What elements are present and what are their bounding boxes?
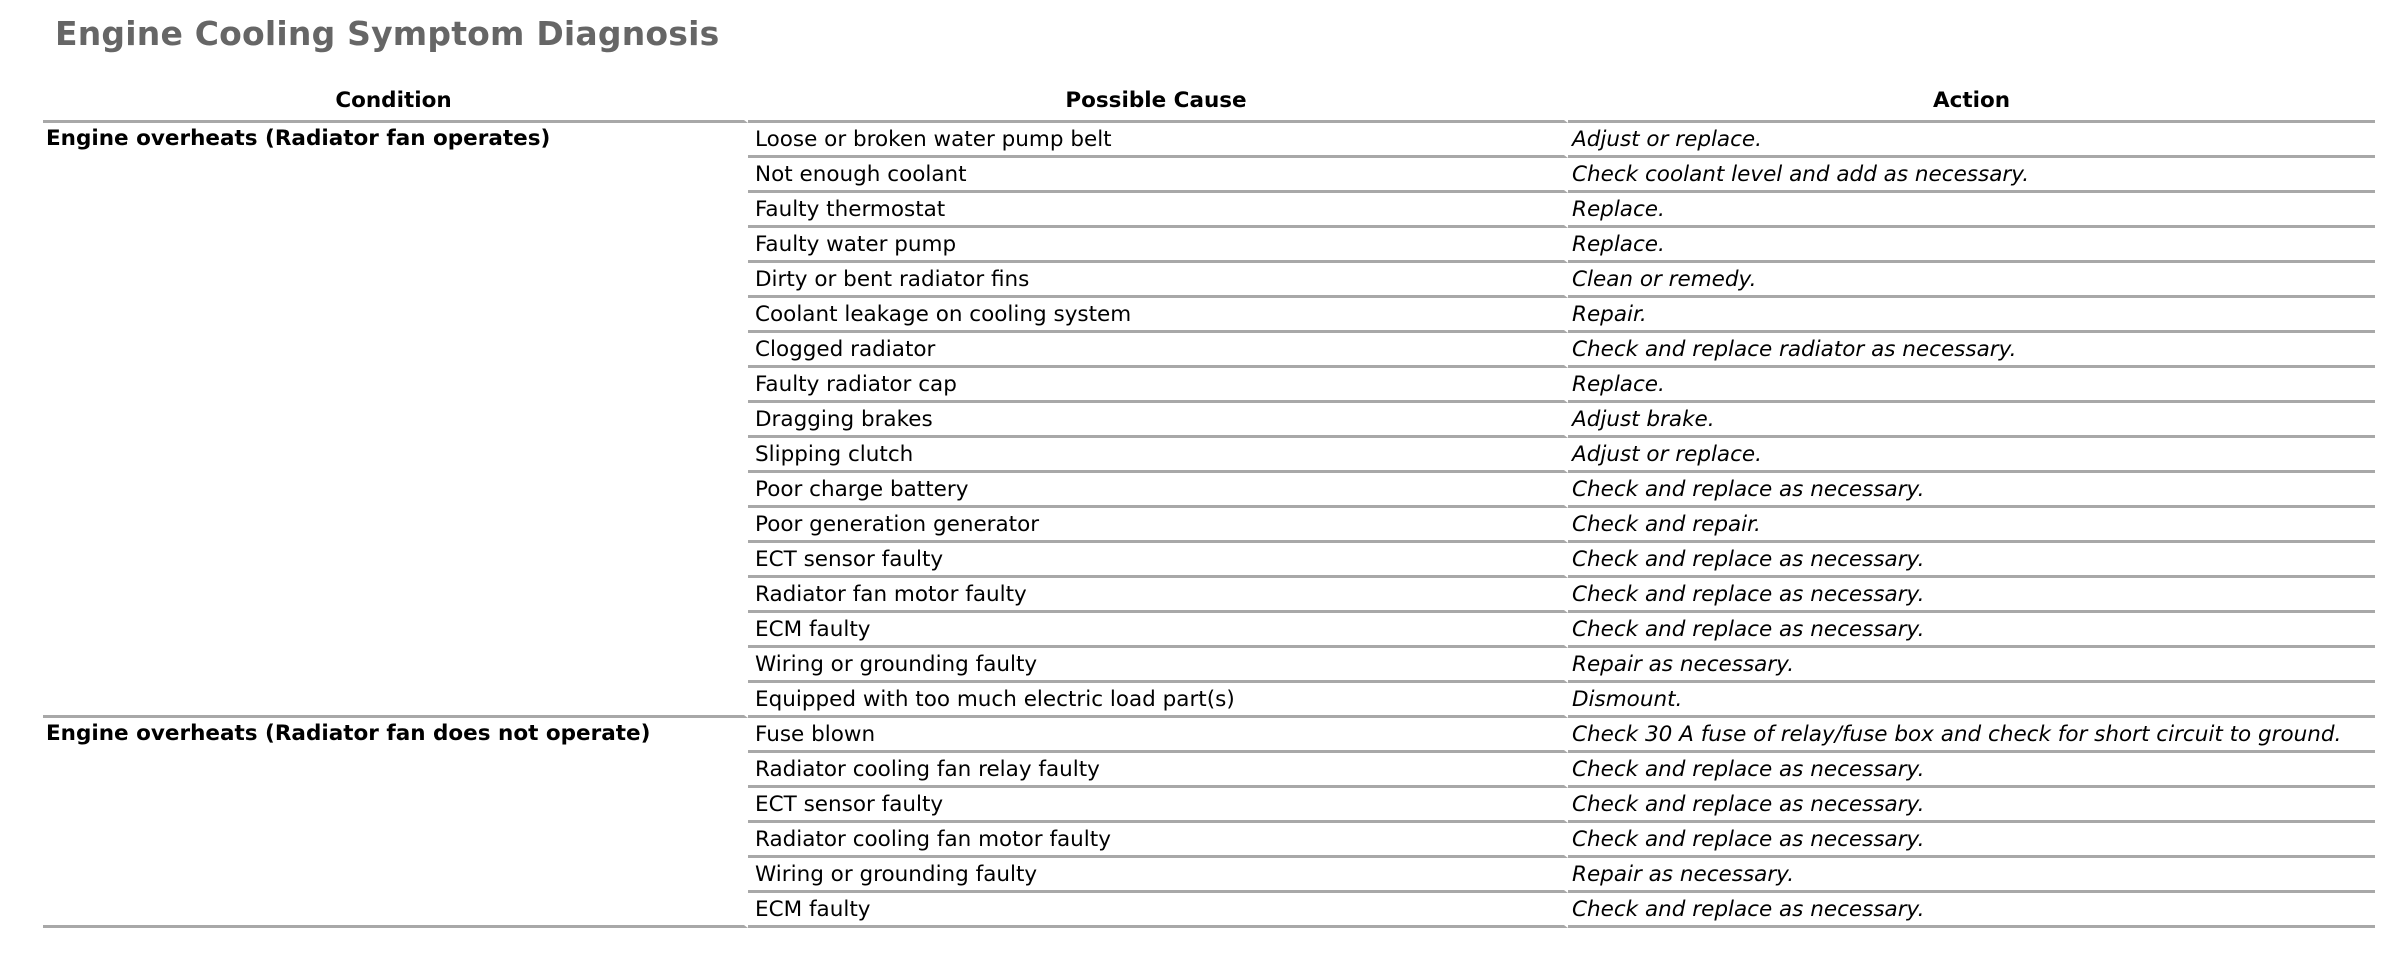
cause-cell: Dirty or bent radiator fins [748, 263, 1568, 298]
action-cell: Clean or remedy. [1568, 263, 2375, 298]
cause-cell: Loose or broken water pump belt [748, 123, 1568, 158]
action-cell: Adjust or replace. [1568, 123, 2375, 158]
action-cell: Check and replace as necessary. [1568, 788, 2375, 823]
cause-cell: Equipped with too much electric load part(s) [748, 683, 1568, 718]
cause-cell: Radiator cooling fan relay faulty [748, 753, 1568, 788]
table-body [43, 123, 2375, 928]
action-cell: Adjust or replace. [1568, 438, 2375, 473]
cause-cell: Faulty water pump [748, 228, 1568, 263]
action-cell: Repair. [1568, 298, 2375, 333]
condition-column-header: Condition [43, 80, 748, 123]
action-cell: Repair as necessary. [1568, 858, 2375, 893]
header-row [43, 80, 2375, 123]
cause-cell: ECT sensor faulty [748, 788, 1568, 823]
table-row [43, 123, 2375, 158]
action-cell: Check and replace as necessary. [1568, 473, 2375, 508]
action-cell: Repair as necessary. [1568, 648, 2375, 683]
cause-cell: ECM faulty [748, 893, 1568, 928]
action-column-header: Action [1568, 80, 2375, 123]
cause-cell: Clogged radiator [748, 333, 1568, 368]
cause-cell: Radiator cooling fan motor faulty [748, 823, 1568, 858]
cause-cell: Poor generation generator [748, 508, 1568, 543]
cause-cell: Wiring or grounding faulty [748, 858, 1568, 893]
cause-column-header: Possible Cause [748, 80, 1568, 123]
cause-cell: Radiator fan motor faulty [748, 578, 1568, 613]
action-cell: Replace. [1568, 368, 2375, 403]
action-cell: Check coolant level and add as necessary. [1568, 158, 2375, 193]
action-cell: Check 30 A fuse of relay/fuse box and check for short circuit to ground. [1568, 718, 2375, 753]
action-cell: Check and replace as necessary. [1568, 578, 2375, 613]
condition-cell: Engine overheats (Radiator fan does not operate) [43, 718, 748, 928]
action-cell: Check and replace as necessary. [1568, 893, 2375, 928]
action-cell: Check and replace radiator as necessary. [1568, 333, 2375, 368]
cause-cell: Coolant leakage on cooling system [748, 298, 1568, 333]
action-cell: Replace. [1568, 193, 2375, 228]
condition-cell: Engine overheats (Radiator fan operates) [43, 123, 748, 718]
action-cell: Check and replace as necessary. [1568, 823, 2375, 858]
cause-cell: Poor charge battery [748, 473, 1568, 508]
cause-cell: ECT sensor faulty [748, 543, 1568, 578]
action-cell: Check and replace as necessary. [1568, 543, 2375, 578]
page-title: Engine Cooling Symptom Diagnosis [55, 14, 720, 53]
action-cell: Check and replace as necessary. [1568, 613, 2375, 648]
table-row [43, 718, 2375, 753]
cause-cell: Slipping clutch [748, 438, 1568, 473]
action-cell: Check and replace as necessary. [1568, 753, 2375, 788]
cause-cell: Dragging brakes [748, 403, 1568, 438]
cause-cell: Not enough coolant [748, 158, 1568, 193]
action-cell: Replace. [1568, 228, 2375, 263]
cause-cell: Fuse blown [748, 718, 1568, 753]
diagnosis-table [43, 80, 2375, 928]
cause-cell: Faulty thermostat [748, 193, 1568, 228]
cause-cell: Wiring or grounding faulty [748, 648, 1568, 683]
action-cell: Dismount. [1568, 683, 2375, 718]
cause-cell: ECM faulty [748, 613, 1568, 648]
cause-cell: Faulty radiator cap [748, 368, 1568, 403]
action-cell: Check and repair. [1568, 508, 2375, 543]
action-cell: Adjust brake. [1568, 403, 2375, 438]
